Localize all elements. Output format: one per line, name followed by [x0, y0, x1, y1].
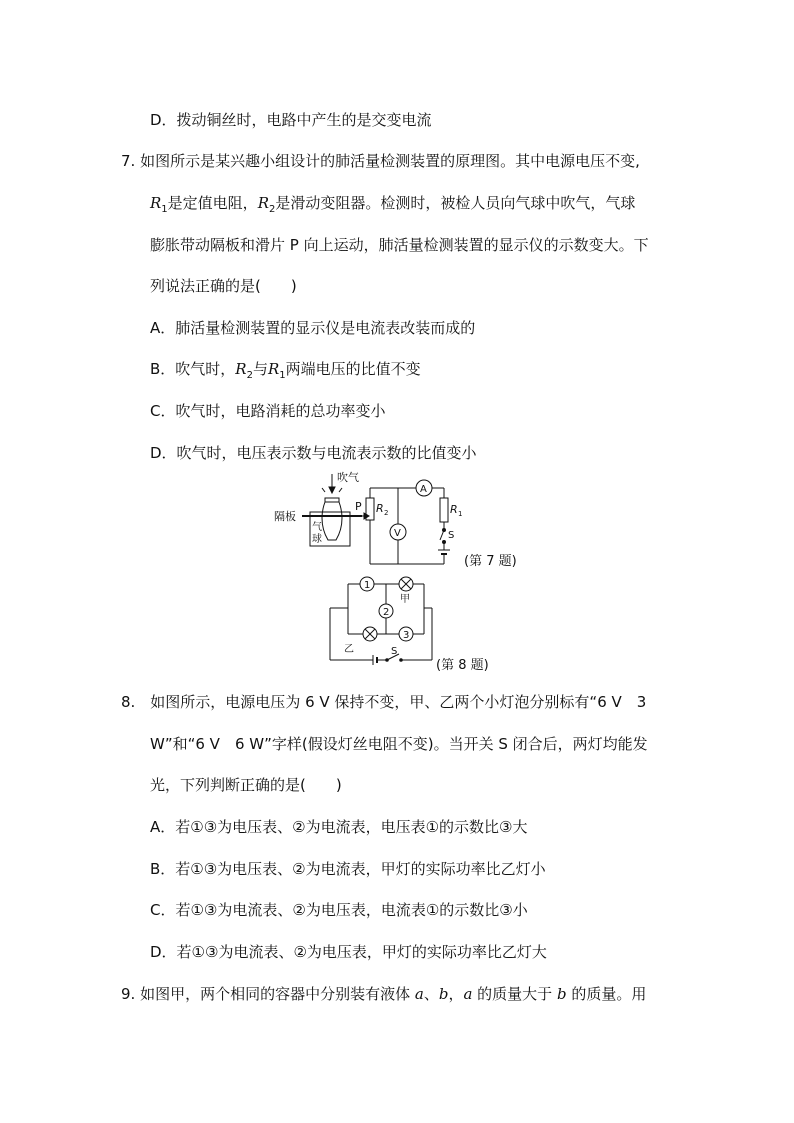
- q7-option-a: A．肺活量检测装置的显示仪是电流表改装而成的: [150, 319, 476, 337]
- q7-circuit-figure: [270, 470, 530, 575]
- switch-label: S: [448, 530, 455, 541]
- q7-stem-line2: [150, 193, 635, 220]
- q7-option-c: C．吹气时，电路消耗的总功率变小: [150, 402, 386, 420]
- q9-stem-line1: [121, 984, 646, 1004]
- q8-option-b: B．若①③为电压表、②为电流表，甲灯的实际功率比乙灯小: [150, 860, 546, 878]
- partition-label: 隔板: [274, 510, 296, 523]
- q7-option-b: [150, 359, 421, 386]
- switch-blade: [440, 530, 444, 540]
- q9-sep: 、: [423, 985, 439, 1003]
- var-b: b: [556, 985, 567, 1003]
- lamp-yi-label: 乙: [344, 644, 354, 655]
- q7-option-b-mid: 与: [252, 360, 268, 378]
- q8-figure-caption: (第 8 题): [436, 658, 489, 673]
- q8-stem-line1: 8. 如图所示，电源电压为 6 V 保持不变，甲、乙两个小灯泡分别标有“6 V 3: [121, 693, 647, 711]
- r2-symbol: R: [235, 360, 247, 378]
- balloon-neck: [325, 498, 339, 502]
- balloon-label-1: 气: [312, 522, 322, 533]
- r2-subscript: 2: [268, 204, 276, 215]
- q7-figure-caption: (第 7 题): [464, 554, 517, 569]
- var-a: a: [414, 985, 424, 1003]
- q7-line2-text-a: 是定值电阻，: [167, 194, 258, 212]
- q8-option-d: D．若①③为电流表、②为电压表，甲灯的实际功率比乙灯大: [150, 943, 547, 961]
- q7-stem-line3: 膨胀带动隔板和滑片 P 向上运动，肺活量检测装置的显示仪的示数变大。下: [150, 236, 649, 254]
- q9-comma: ，: [448, 985, 464, 1003]
- r1-symbol: R: [267, 360, 280, 378]
- r1-subscript: 1: [161, 204, 168, 215]
- meter-2-label: 2: [383, 607, 390, 618]
- q8-stem-line3: 光，下列判断正确的是( ): [150, 776, 342, 794]
- r1-subscript: 1: [279, 370, 286, 381]
- var-b: b: [438, 985, 449, 1003]
- ammeter-label: A: [420, 484, 427, 495]
- q6-option-d: D．拨动铜丝时，电路中产生的是交变电流: [150, 111, 432, 129]
- switch-label: S: [391, 646, 398, 657]
- q7-option-d: D．吹气时，电压表示数与电流表示数的比值变小: [150, 444, 477, 462]
- q9-text-mid: 的质量大于: [472, 985, 557, 1003]
- var-a: a: [463, 985, 473, 1003]
- q8-stem-line2: W”和“6 V 6 W”字样(假设灯丝电阻不变)。当开关 S 闭合后，两灯均能发: [150, 735, 648, 753]
- p-label: P: [355, 500, 362, 513]
- q9-text-pre: 9. 如图甲，两个相同的容器中分别装有液体: [121, 985, 415, 1003]
- balloon: [322, 502, 342, 540]
- lamp-jia-label: 甲: [400, 594, 410, 605]
- r1-resistor: [440, 498, 448, 522]
- q7-line2-text-b: 是滑动变阻器。检测时，被检人员向气球中吹气，气球: [275, 194, 636, 212]
- q7-option-b-pre: B．吹气时，: [150, 360, 236, 378]
- blow-label: 吹气: [337, 471, 359, 484]
- q7-stem-line4: 列说法正确的是( ): [150, 277, 297, 295]
- r2-symbol: R: [257, 194, 269, 212]
- q7-option-b-post: 两端电压的比值不变: [285, 360, 421, 378]
- r1-label: R: [450, 503, 458, 516]
- q8-option-a: A．若①③为电压表、②为电流表，电压表①的示数比③大: [150, 818, 528, 836]
- r2-subscript: 2: [246, 370, 253, 381]
- q8-option-c: C．若①③为电流表、②为电压表，电流表①的示数比③小: [150, 901, 528, 919]
- meter-1-label: 1: [364, 580, 371, 591]
- blow-arrowhead: [329, 487, 335, 493]
- r1-symbol: R: [150, 194, 162, 212]
- r2-label-sub: 2: [384, 509, 389, 517]
- meter-3-label: 3: [403, 630, 410, 641]
- r2-label: R: [376, 502, 384, 515]
- r1-label-sub: 1: [458, 510, 463, 518]
- balloon-label-2: 球: [312, 534, 322, 545]
- q8-circuit-figure: [320, 572, 500, 674]
- ray: [339, 488, 342, 492]
- switch-contact: [400, 659, 403, 662]
- ray: [322, 488, 325, 492]
- q9-text-post: 的质量。用: [566, 985, 647, 1003]
- q7-stem-line1: 7. 如图所示是某兴趣小组设计的肺活量检测装置的原理图。其中电源电压不变,: [121, 152, 640, 170]
- voltmeter-label: V: [394, 528, 401, 539]
